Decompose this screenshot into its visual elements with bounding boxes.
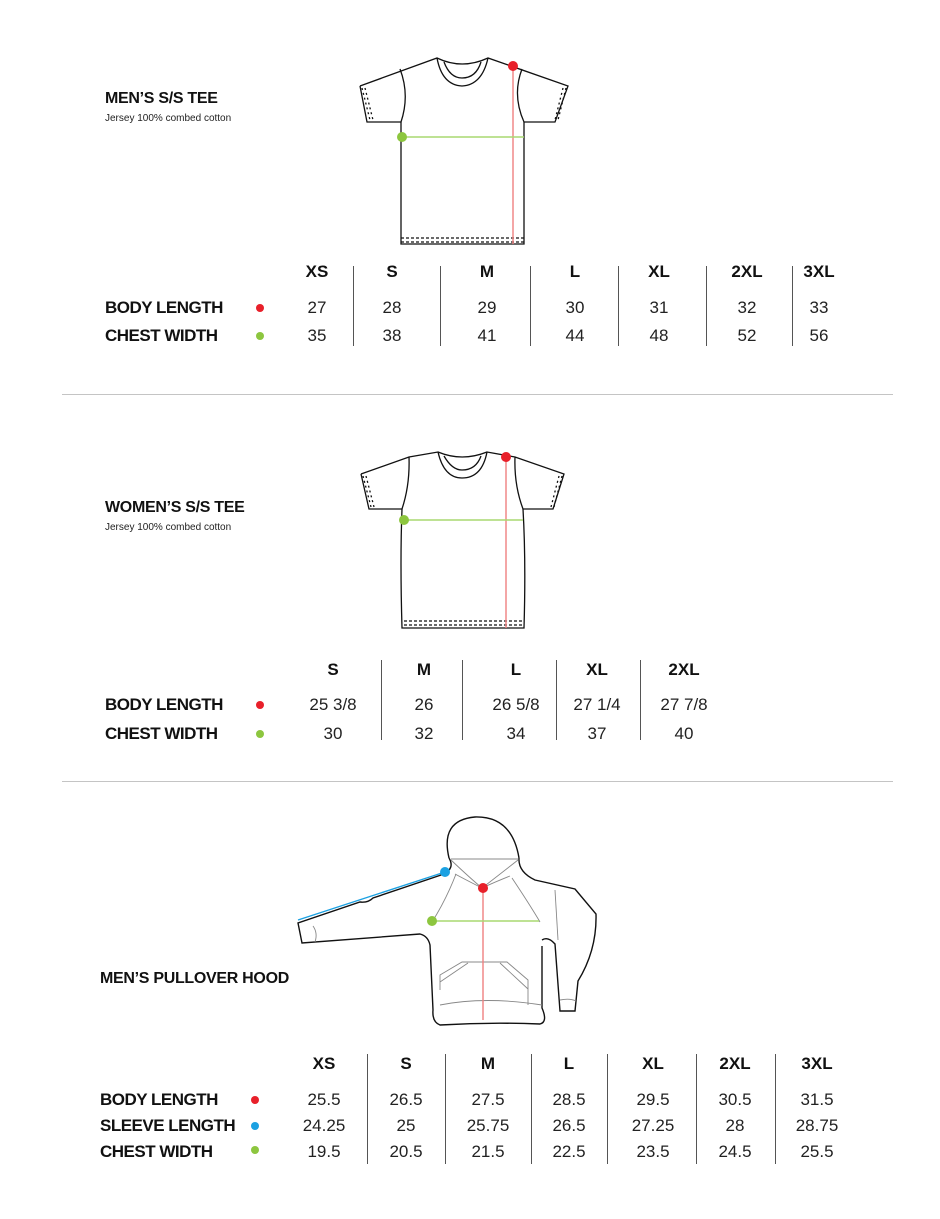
row-label-sleeve-length: SLEEVE LENGTH (100, 1116, 236, 1135)
green-dot-icon (251, 1146, 259, 1154)
blue-dot-icon (251, 1122, 259, 1130)
value-cell: 28 (382, 298, 402, 317)
womens-tee-subtitle: Jersey 100% combed cotton (105, 522, 232, 533)
value-cell: 29.5 (636, 1090, 670, 1109)
value-cell: 32 (414, 724, 434, 743)
value-cell: 26.5 (389, 1090, 423, 1109)
value-cell: 24.5 (718, 1142, 752, 1161)
column-divider (445, 1054, 446, 1164)
value-cell: 19.5 (307, 1142, 341, 1161)
value-cell: 28.5 (552, 1090, 586, 1109)
value-cell: 25 (396, 1116, 416, 1135)
value-cell: 41 (477, 326, 497, 345)
column-divider (367, 1054, 368, 1164)
value-cell: 28.75 (795, 1116, 839, 1135)
value-cell: 37 (587, 724, 607, 743)
value-cell: 22.5 (552, 1142, 586, 1161)
value-cell: 52 (737, 326, 757, 345)
size-header: M (479, 262, 495, 281)
value-cell: 28 (725, 1116, 745, 1135)
value-cell: 30.5 (718, 1090, 752, 1109)
mens-tee-diagram-icon (340, 40, 590, 260)
size-header: 3XL (803, 262, 835, 281)
value-cell: 34 (506, 724, 526, 743)
value-cell: 21.5 (471, 1142, 505, 1161)
column-divider (531, 1054, 532, 1164)
size-header: L (510, 660, 522, 679)
value-cell: 27 1/4 (573, 695, 621, 714)
value-cell: 27.25 (631, 1116, 675, 1135)
value-cell: 30 (323, 724, 343, 743)
section-divider (62, 781, 893, 782)
column-divider (462, 660, 463, 740)
red-dot-icon (251, 1096, 259, 1104)
column-divider (775, 1054, 776, 1164)
column-divider (381, 660, 382, 740)
size-header: M (480, 1054, 496, 1073)
size-header: XS (312, 1054, 336, 1073)
value-cell: 26.5 (552, 1116, 586, 1135)
value-cell: 27.5 (471, 1090, 505, 1109)
size-header: 2XL (668, 660, 700, 679)
mens-hood-diagram-icon (280, 800, 620, 1040)
value-cell: 32 (737, 298, 757, 317)
size-header: M (416, 660, 432, 679)
column-divider (792, 266, 793, 346)
value-cell: 25.75 (466, 1116, 510, 1135)
mens-hood-title: MEN’S PULLOVER HOOD (100, 970, 289, 987)
value-cell: 48 (649, 326, 669, 345)
value-cell: 30 (565, 298, 585, 317)
value-cell: 56 (809, 326, 829, 345)
size-header: 2XL (731, 262, 763, 281)
womens-tee-title: WOMEN’S S/S TEE (105, 499, 245, 516)
column-divider (440, 266, 441, 346)
row-label-body-length: BODY LENGTH (100, 1090, 218, 1109)
size-header: XL (586, 660, 608, 679)
size-header: S (400, 1054, 412, 1073)
size-header: L (563, 1054, 575, 1073)
size-header: S (327, 660, 339, 679)
value-cell: 25 3/8 (309, 695, 357, 714)
mens-tee-subtitle: Jersey 100% combed cotton (105, 113, 232, 124)
value-cell: 40 (674, 724, 694, 743)
row-label-body-length: BODY LENGTH (105, 298, 223, 317)
size-header: L (569, 262, 581, 281)
column-divider (706, 266, 707, 346)
value-cell: 20.5 (389, 1142, 423, 1161)
value-cell: 26 (414, 695, 434, 714)
value-cell: 25.5 (307, 1090, 341, 1109)
size-header: XL (642, 1054, 664, 1073)
value-cell: 33 (809, 298, 829, 317)
green-dot-icon (256, 730, 264, 738)
column-divider (353, 266, 354, 346)
size-header: XL (648, 262, 670, 281)
value-cell: 27 (307, 298, 327, 317)
column-divider (530, 266, 531, 346)
column-divider (640, 660, 641, 740)
value-cell: 29 (477, 298, 497, 317)
mens-tee-title: MEN’S S/S TEE (105, 90, 218, 107)
value-cell: 23.5 (636, 1142, 670, 1161)
value-cell: 44 (565, 326, 585, 345)
size-header: XS (305, 262, 329, 281)
column-divider (696, 1054, 697, 1164)
row-label-chest-width: CHEST WIDTH (100, 1142, 213, 1161)
value-cell: 25.5 (800, 1142, 834, 1161)
row-label-body-length: BODY LENGTH (105, 695, 223, 714)
column-divider (556, 660, 557, 740)
section-divider (62, 394, 893, 395)
value-cell: 24.25 (302, 1116, 346, 1135)
value-cell: 26 5/8 (492, 695, 540, 714)
size-header: 2XL (719, 1054, 751, 1073)
row-label-chest-width: CHEST WIDTH (105, 326, 218, 345)
value-cell: 35 (307, 326, 327, 345)
value-cell: 27 7/8 (660, 695, 708, 714)
red-dot-icon (256, 701, 264, 709)
row-label-chest-width: CHEST WIDTH (105, 724, 218, 743)
red-dot-icon (256, 304, 264, 312)
value-cell: 31 (649, 298, 669, 317)
value-cell: 31.5 (800, 1090, 834, 1109)
value-cell: 38 (382, 326, 402, 345)
column-divider (607, 1054, 608, 1164)
green-dot-icon (256, 332, 264, 340)
size-header: S (386, 262, 398, 281)
womens-tee-diagram-icon (340, 430, 590, 640)
size-header: 3XL (801, 1054, 833, 1073)
column-divider (618, 266, 619, 346)
